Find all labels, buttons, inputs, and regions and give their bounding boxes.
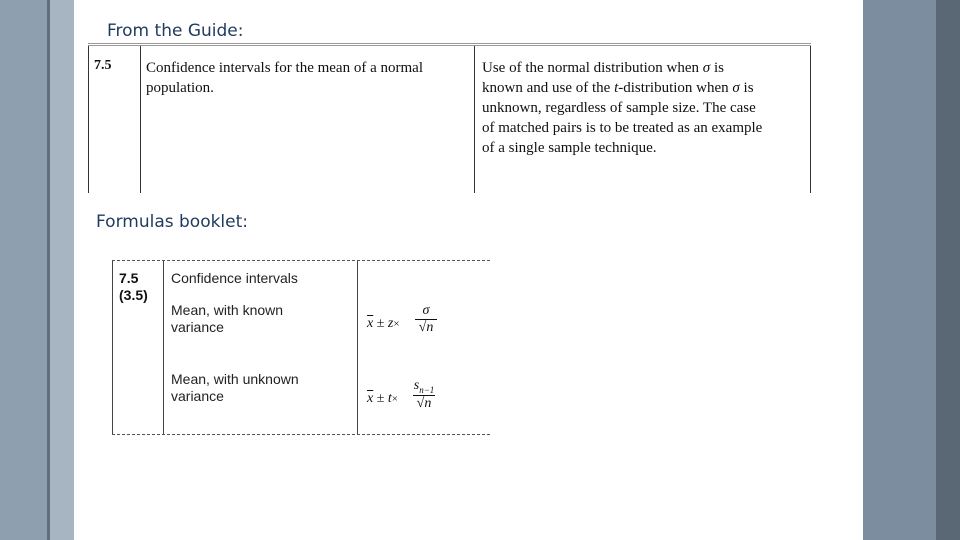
formula-lhs [367, 316, 400, 332]
unknown-variance-label [171, 371, 361, 405]
s-numerator [414, 378, 435, 395]
guide-note [482, 58, 808, 158]
known-variance-line-1: Mean, with known [171, 302, 284, 318]
formula-section-legacy-ref: (3.5) [119, 287, 148, 303]
formula-lhs [367, 391, 398, 407]
s-symbol: s [413, 378, 420, 393]
sigma-numerator: σ [422, 303, 430, 318]
formula-col-divider-1 [163, 261, 164, 434]
guide-right-border [810, 46, 811, 193]
formula-section-number: 7.5 [119, 270, 139, 286]
note-text: is [713, 60, 724, 76]
times-symbol: × [391, 393, 399, 405]
sigma-over-root-n [415, 303, 437, 336]
x-bar-symbol: $\overline{x}$ [367, 316, 374, 331]
formula-title: Confidence intervals [171, 270, 298, 286]
unknown-variance-line-2: variance [171, 388, 224, 404]
right-frame-dark [936, 0, 960, 540]
t-symbol: t [387, 391, 392, 406]
note-text: Use of the normal distribution when [482, 60, 700, 76]
note-text: -distribution when [618, 80, 729, 96]
x-bar-symbol: $\overline{x}$ [367, 391, 374, 406]
guide-topic [146, 58, 476, 98]
guide-heading: From the Guide: [107, 21, 244, 41]
formula-section-ref [119, 270, 148, 304]
guide-section-number: 7.5 [94, 58, 112, 73]
known-variance-formula [367, 303, 447, 349]
times-symbol: × [393, 318, 400, 330]
known-variance-line-2: variance [171, 319, 224, 335]
unknown-variance-line-1: Mean, with unknown [171, 371, 299, 387]
n-minus-1-subscript: n−1 [419, 384, 435, 395]
plus-minus-symbol: ± [376, 316, 385, 331]
guide-col-divider-1 [140, 46, 141, 193]
root-n-denominator: √n [418, 320, 434, 335]
sigma-symbol: σ [702, 60, 711, 76]
guide-note-line-4: of matched pairs is to be treated as an example [482, 120, 763, 136]
guide-note-line-2 [482, 78, 808, 98]
formula-left-border [112, 261, 113, 434]
t-symbol: t [614, 80, 619, 96]
guide-note-line-1 [482, 58, 808, 78]
guide-note-line-5: of a single sample technique. [482, 140, 657, 156]
guide-note-line-3: unknown, regardless of sample size. The case [482, 100, 756, 116]
guide-left-border [88, 46, 89, 193]
guide-table [88, 43, 811, 193]
sigma-symbol: σ [732, 80, 740, 96]
s-over-root-n [413, 378, 435, 412]
root-n-denominator: √n [416, 395, 432, 411]
left-frame-band [0, 0, 47, 540]
guide-topic-line-1: Confidence intervals for the mean of a normal [146, 60, 423, 76]
z-symbol: z [387, 316, 394, 331]
guide-topic-line-2: population. [146, 80, 214, 96]
right-frame-band [863, 0, 936, 540]
formulas-heading: Formulas booklet: [96, 212, 249, 232]
formula-table [112, 260, 490, 435]
unknown-variance-formula [367, 378, 447, 424]
note-text: is [743, 80, 754, 96]
left-frame-inner [50, 0, 74, 540]
plus-minus-symbol: ± [376, 391, 385, 406]
note-text: known and use of the [482, 80, 611, 96]
known-variance-label [171, 302, 361, 336]
